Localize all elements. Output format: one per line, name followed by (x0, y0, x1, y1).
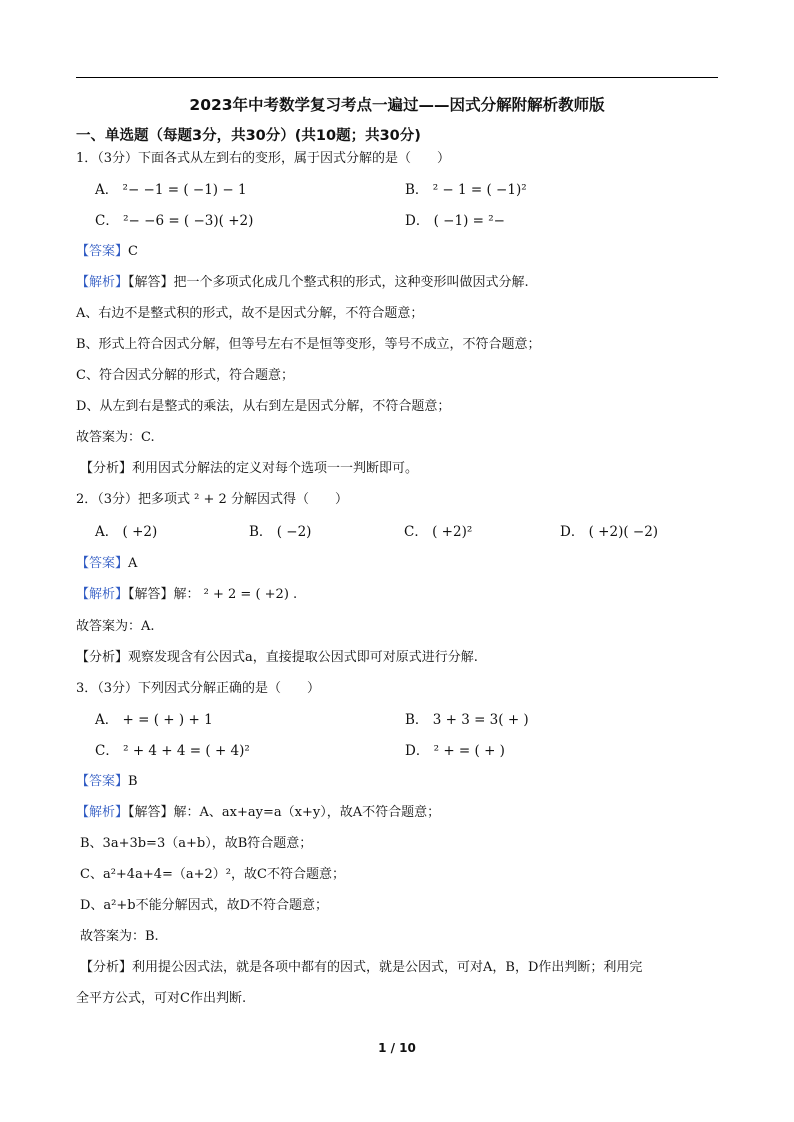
q2-answer-value: A (128, 556, 138, 571)
answer-tag: 【答案】 (76, 774, 129, 789)
q1-analysis-c: C、符合因式分解的形式，符合题意； (76, 368, 294, 383)
q1-option-c: C． ²− −6 = ( −3)( +2) (95, 213, 254, 229)
q1-option-d: D． ( −1) = ²− (405, 213, 505, 229)
q1-answer-value: C (128, 244, 138, 259)
q3-stem: 3．（3分）下列因式分解正确的是（ ） (76, 681, 321, 696)
page-title: 2023年中考数学复习考点一遍过——因式分解附解析教师版 (189, 96, 605, 114)
solution-tag: 【解答】 (128, 805, 174, 820)
q2-option-b: B． ( −2) (249, 524, 312, 540)
q3-conclusion: 故答案为：B. (80, 929, 159, 944)
analysis-tag: 【解析】 (76, 275, 129, 290)
q3-option-d: D． ² + = ( + ) (405, 743, 505, 759)
q3-option-c: C． ² + 4 + 4 = ( + 4)² (95, 743, 250, 759)
q1-analysis-d: D、从左到右是整式的乘法，从右到左是因式分解，不符合题意； (76, 399, 451, 414)
q1-conclusion: 故答案为：C. (76, 430, 155, 445)
q3-analysis (76, 805, 440, 821)
q1-analysis (76, 275, 529, 291)
q1-answer (76, 244, 138, 260)
q2-option-c: C． ( +2)² (404, 524, 473, 540)
q3-analysis-d: D、a²+b不能分解因式，故D不符合题意； (80, 898, 329, 913)
header-rule (76, 77, 718, 78)
answer-tag: 【答案】 (76, 556, 129, 571)
q2-conclusion: 故答案为：A. (76, 619, 155, 634)
section-heading: 一、单选题（每题3分，共30分）(共10题；共30分) (76, 128, 421, 144)
q2-fenxi: 【分析】观察发现含有公因式a，直接提取公因式即可对原式进行分解. (76, 650, 478, 665)
q3-answer-value: B (128, 774, 138, 789)
q1-stem: 1．（3分）下面各式从左到右的变形，属于因式分解的是（ ） (76, 151, 451, 166)
q3-analysis-text: 解：A、ax+ay=a（x+y），故A不符合题意； (173, 805, 441, 820)
analysis-tag: 【解析】 (76, 805, 129, 820)
q3-analysis-b: B、3a+3b=3（a+b），故B符合题意； (80, 836, 313, 851)
q3-option-a: A． + = ( + ) + 1 (95, 712, 213, 728)
analysis-tag: 【解析】 (76, 587, 129, 602)
q2-analysis-text: 解： ² + 2 = ( +2) . (173, 587, 298, 602)
q3-answer (76, 774, 138, 790)
answer-tag: 【答案】 (76, 244, 129, 259)
q1-fenxi: 【分析】利用因式分解法的定义对每个选项一一判断即可。 (80, 461, 419, 476)
q3-analysis-c: C、a²+4a+4=（a+2）²，故C不符合题意； (80, 867, 345, 882)
q2-option-a: A． ( +2) (95, 524, 158, 540)
q2-analysis (76, 587, 297, 603)
q2-answer (76, 556, 137, 572)
q1-analysis-b: B、形式上符合因式分解，但等号左右不是恒等变形，等号不成立，不符合题意； (76, 337, 541, 352)
q2-option-d: D． ( +2)( −2) (560, 524, 659, 540)
q1-analysis-a: A、右边不是整式积的形式，故不是因式分解，不符合题意； (76, 306, 424, 321)
q1-analysis-intro: 把一个多项式化成几个整式积的形式，这种变形叫做因式分解. (173, 275, 529, 290)
solution-tag: 【解答】 (128, 587, 174, 602)
solution-tag: 【解答】 (128, 275, 174, 290)
q3-option-b: B． 3 + 3 = 3( + ) (405, 712, 529, 728)
q1-option-b: B． ² − 1 = ( −1)² (405, 182, 527, 198)
q1-option-a: A． ²− −1 = ( −1) − 1 (95, 182, 247, 198)
q2-stem: 2．（3分）把多项式 ² + 2 分解因式得（ ） (76, 492, 348, 507)
page-number: 1 / 10 (378, 1041, 416, 1055)
q3-fenxi-line-2: 全平方公式，可对C作出判断. (76, 991, 247, 1006)
q3-fenxi-line-1: 【分析】利用提公因式法，就是各项中都有的因式，就是公因式，可对A，B，D作出判断；利用完 (80, 960, 643, 975)
